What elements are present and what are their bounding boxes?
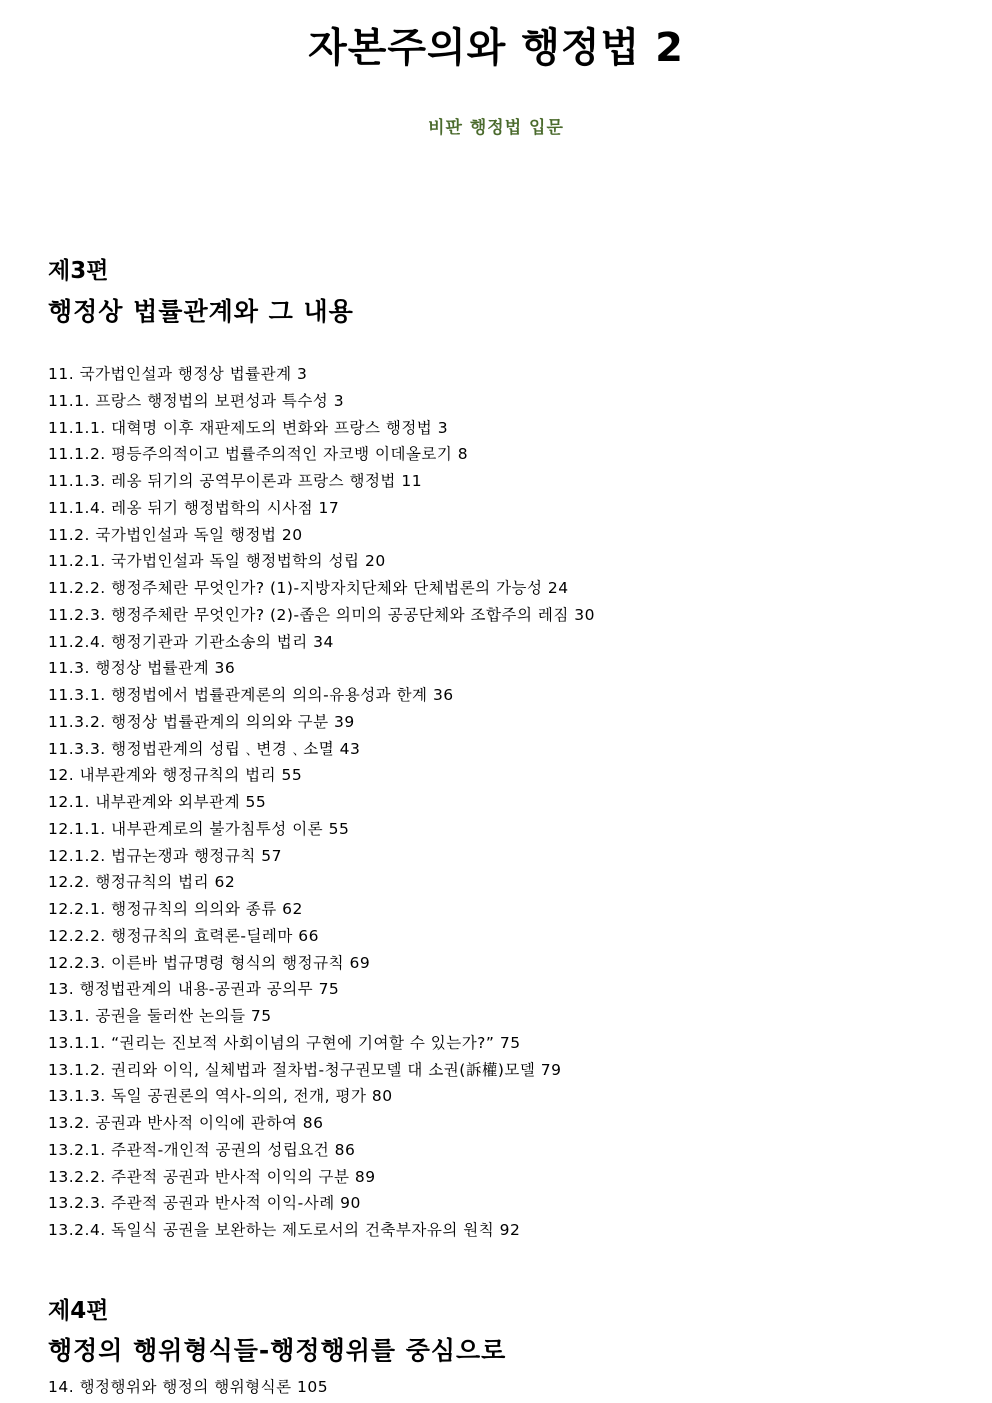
toc-entry: 11.2. 국가법인설과 독일 행정법 20 bbox=[48, 525, 303, 544]
toc-entry: 11.3.1. 행정법에서 법률관계론의 의의-유용성과 한계 36 bbox=[48, 686, 454, 704]
toc-entry: 11.3.2. 행정상 법률관계의 의의와 구분 39 bbox=[48, 712, 355, 731]
part-4-title: 행정의 행위형식들-행정행위를 중심으로 bbox=[48, 1336, 507, 1365]
toc-entry: 13.2.2. 주관적 공권과 반사적 이익의 구분 89 bbox=[48, 1167, 376, 1186]
toc-entry: 12.2.1. 행정규칙의 의의와 종류 62 bbox=[48, 900, 303, 918]
toc-entry: 12.2. 행정규칙의 법리 62 bbox=[48, 873, 236, 892]
toc-entry: 13.1. 공권을 둘러싼 논의들 75 bbox=[48, 1007, 272, 1025]
toc-entry: 13. 행정법관계의 내용-공권과 공의무 75 bbox=[48, 980, 340, 999]
toc-entry: 13.2.3. 주관적 공권과 반사적 이익-사례 90 bbox=[48, 1194, 361, 1213]
toc-entry: 12.1. 내부관계와 외부관계 55 bbox=[48, 793, 267, 811]
toc-entry: 11.2.2. 행정주체란 무엇인가? (1)-지방자치단체와 단체법론의 가능성 24 bbox=[48, 579, 569, 597]
toc-entry: 11.2.1. 국가법인설과 독일 행정법학의 성립 20 bbox=[48, 552, 386, 571]
part-4-label: 제4편 bbox=[48, 1298, 109, 1324]
part-3-toc-list bbox=[48, 361, 595, 1244]
toc-entry: 12.2.2. 행정규칙의 효력론-딜레마 66 bbox=[48, 926, 320, 945]
toc-entry: 11.3.3. 행정법관계의 성립﹑변경﹑소멸 43 bbox=[48, 739, 361, 758]
toc-entry: 11.1.2. 평등주의적이고 법률주의적인 자코뱅 이데올로기 8 bbox=[48, 445, 469, 464]
toc-entry: 13.1.1. “권리는 진보적 사회이념의 구현에 기여할 수 있는가?” 75 bbox=[48, 1033, 521, 1052]
toc-entry: 12. 내부관계와 행정규칙의 법리 55 bbox=[48, 766, 303, 785]
toc-entry: 13.2.4. 독일식 공권을 보완하는 제도로서의 건축부자유의 원칙 92 bbox=[48, 1221, 521, 1239]
document-title: 자본주의와 행정법 2 bbox=[308, 25, 684, 71]
document-subtitle: 비판 행정법 입문 bbox=[428, 118, 564, 138]
toc-entry: 13.1.2. 권리와 이익, 실체법과 절차법-청구권모델 대 소권(訴權)모델 79 bbox=[48, 1060, 562, 1079]
toc-entry: 11.3. 행정상 법률관계 36 bbox=[48, 659, 236, 678]
toc-entry: 11.1. 프랑스 행정법의 보편성과 특수성 3 bbox=[48, 391, 345, 410]
toc-entry: 11. 국가법인설과 행정상 법률관계 3 bbox=[48, 365, 308, 383]
part-4-toc-list bbox=[48, 1374, 328, 1401]
toc-entry: 13.2. 공권과 반사적 이익에 관하여 86 bbox=[48, 1114, 324, 1132]
toc-entry: 13.2.1. 주관적-개인적 공권의 성립요건 86 bbox=[48, 1140, 356, 1159]
toc-entry: 11.1.1. 대혁명 이후 재판제도의 변화와 프랑스 행정법 3 bbox=[48, 418, 449, 437]
toc-entry: 11.2.3. 행정주체란 무엇인가? (2)-좁은 의미의 공공단체와 조합주의 레짐 30 bbox=[48, 605, 595, 624]
toc-entry: 12.2.3. 이른바 법규명령 형식의 행정규칙 69 bbox=[48, 953, 371, 972]
toc-entry: 12.1.2. 법규논쟁과 행정규칙 57 bbox=[48, 846, 282, 865]
toc-entry: 11.1.3. 레옹 뒤기의 공역무이론과 프랑스 행정법 11 bbox=[48, 472, 423, 490]
toc-entry: 12.1.1. 내부관계로의 불가침투성 이론 55 bbox=[48, 819, 350, 838]
part-3-label: 제3편 bbox=[48, 258, 109, 284]
part-3-title: 행정상 법률관계와 그 내용 bbox=[48, 297, 354, 326]
toc-entry: 11.1.4. 레옹 뒤기 행정법학의 시사점 17 bbox=[48, 498, 340, 517]
toc-entry: 14. 행정행위와 행정의 행위형식론 105 bbox=[48, 1378, 329, 1396]
toc-entry: 13.1.3. 독일 공권론의 역사-의의, 전개, 평가 80 bbox=[48, 1087, 393, 1106]
toc-entry: 11.2.4. 행정기관과 기관소송의 법리 34 bbox=[48, 632, 334, 651]
